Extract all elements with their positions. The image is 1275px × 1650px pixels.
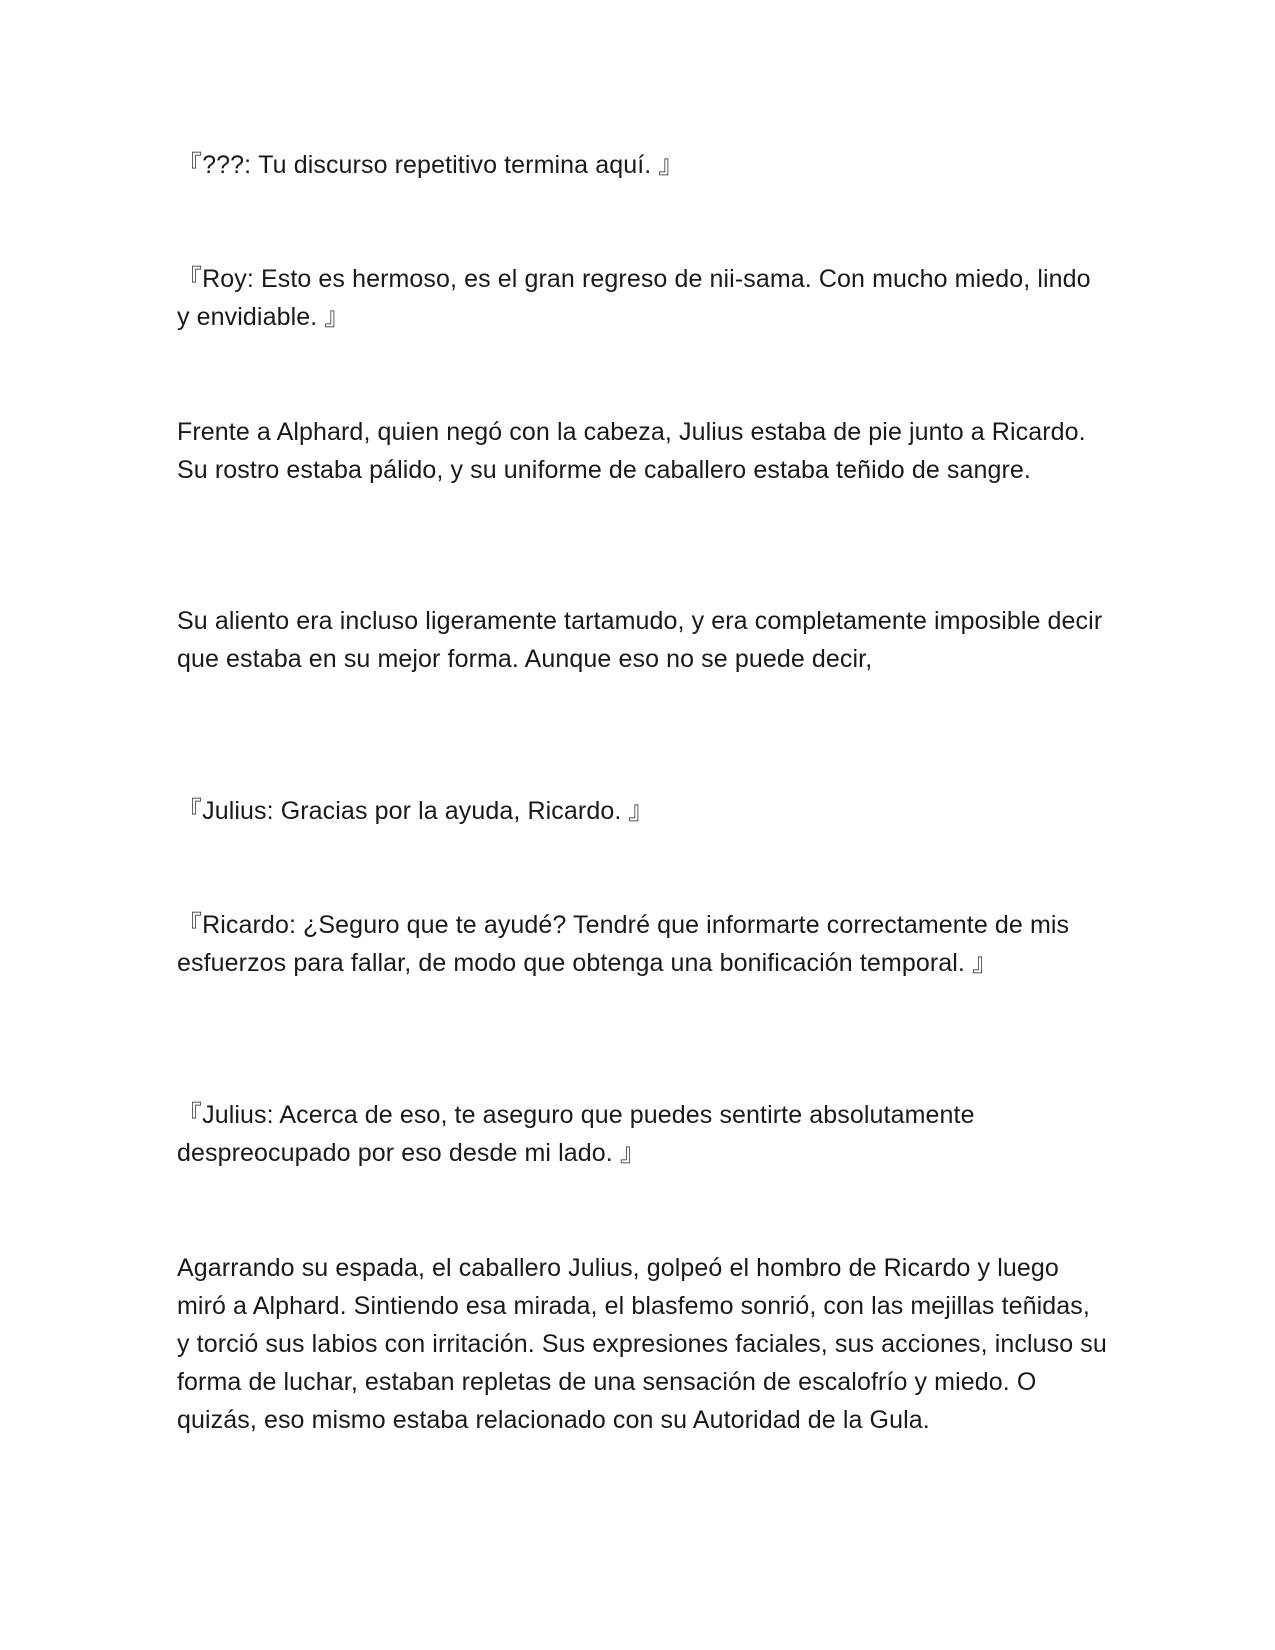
dialogue-roy: 『Roy: Esto es hermoso, es el gran regreso de nii-sama. Con mucho miedo, lindo y envidiable. 』 <box>177 265 1091 331</box>
dialogue-julius: 『Julius: Acerca de eso, te aseguro que puedes sentirte absolutamente despreocupado por eso desde mi lado. 』 <box>177 1101 975 1167</box>
narration-paragraph: Agarrando su espada, el caballero Julius, golpeó el hombro de Ricardo y luego miró a Alphard. Sintiendo esa mirada, el blasfemo sonrió, con las mejillas teñidas, y torció sus labios con irritación. Sus expresiones faciales, sus acciones, incluso su forma de luchar, estaban repletas de una sensación de escalofrío y miedo. O quizás, eso mismo estaba relacionado con su Autoridad de la Gula. <box>177 1254 1107 1434</box>
dialogue-julius: 『Julius: Gracias por la ayuda, Ricardo. 』 <box>177 797 654 825</box>
narration-paragraph: Su aliento era incluso ligeramente tartamudo, y era completamente imposible decir que estaba en su mejor forma. Aunque eso no se puede decir, <box>177 607 1103 673</box>
dialogue-ricardo: 『Ricardo: ¿Seguro que te ayudé? Tendré que informarte correctamente de mis esfuerzos para fallar, de modo que obtenga una bonificación temporal. 』 <box>177 911 1070 977</box>
dialogue-unknown: 『???: Tu discurso repetitivo termina aquí. 』 <box>177 151 684 179</box>
narration-paragraph: Frente a Alphard, quien negó con la cabeza, Julius estaba de pie junto a Ricardo. Su rostro estaba pálido, y su uniforme de caballero estaba teñido de sangre. <box>177 418 1086 484</box>
